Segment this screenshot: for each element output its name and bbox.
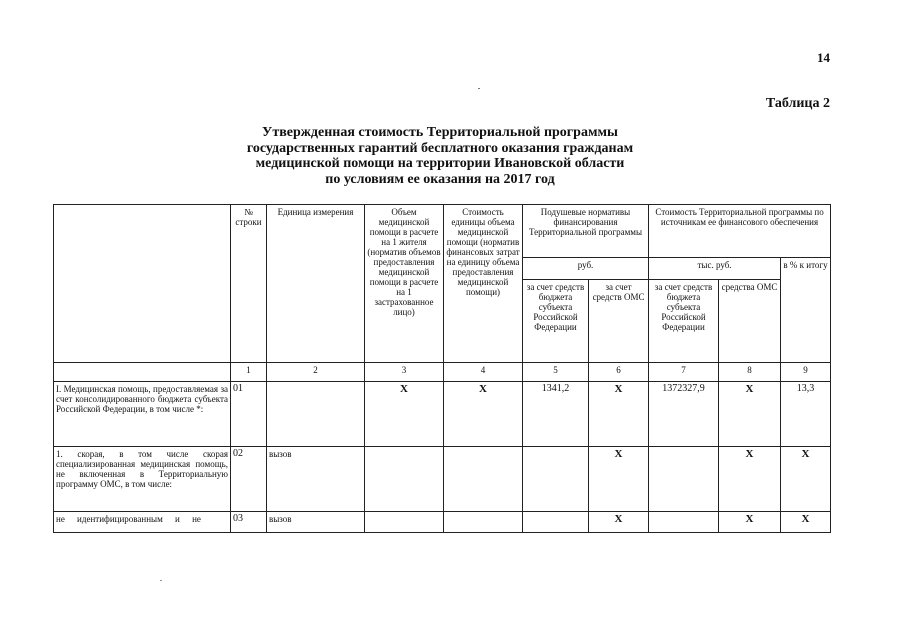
table-row [54,382,831,447]
row-budget-rf [523,512,589,533]
column-number: 5 [523,363,589,382]
row-name: I. Медицинская помощь, предоставляемая за счет консолидированного бюджета субъекта Российской Федерации, в том числе *: [54,382,231,447]
row-percent: X [781,512,831,533]
row-unit [267,382,365,447]
title-line: государственных гарантий бесплатного оказания гражданам [246,140,634,156]
row-volume [365,512,444,533]
header-total-cost: Стоимость Территориальной программы по источникам ее финансового обеспечения [649,205,831,258]
header-unit: Единица измерения [267,205,365,363]
column-number: 1 [231,363,267,382]
header-cost: Стоимость единицы объема медицинской помощи (норматив финансовых затрат на единицу объема предоставления медицинской помощи) [444,205,523,363]
row-unit: вызов [267,447,365,512]
table-label: Таблица 2 [765,96,830,111]
row-code: 01 [231,382,267,447]
row-code: 03 [231,512,267,533]
row-oms: X [589,447,649,512]
header-row-no: № строки [231,205,267,363]
table-row [54,512,831,533]
row-budget-rf-total: 1372327,9 [649,382,719,447]
row-name: не идентифицированным и не [54,512,231,533]
row-volume: X [365,382,444,447]
column-number: 2 [267,363,365,382]
row-volume [365,447,444,512]
header-per-capita: Подушевые нормативы финансирования Территориальной программы [523,205,649,258]
row-budget-rf: 1341,2 [523,382,589,447]
column-number: 8 [719,363,781,382]
row-cost [444,512,523,533]
header-percent: в % к итогу [781,258,831,363]
header-row-1 [54,205,831,258]
column-number: 3 [365,363,444,382]
row-code: 02 [231,447,267,512]
row-percent: X [781,447,831,512]
column-number: 7 [649,363,719,382]
header-budget-rf: за счет средств бюджета субъекта Российской Федерации [523,280,589,363]
title-line: медицинской помощи на территории Ивановской области [255,156,625,171]
row-cost [444,447,523,512]
header-oms-2: средства ОМС [719,280,781,363]
row-budget-rf-total [649,447,719,512]
page-number: 14 [817,50,830,65]
row-oms-total: X [719,447,781,512]
scan-speck [160,580,162,581]
header-rub: руб. [523,258,649,280]
column-number-blank [54,363,231,382]
header-budget-rf-2: за счет средств бюджета субъекта Российской Федерации [649,280,719,363]
row-name: 1. скорая, в том числе скорая специализированная медицинская помощь, не включенная в Территориальную программу ОМС, в том числе: [54,447,231,512]
row-oms: X [589,382,649,447]
header-thous-rub: тыс. руб. [649,258,781,280]
header-name-cell [54,205,231,363]
column-number: 4 [444,363,523,382]
row-percent: 13,3 [781,382,831,447]
column-number: 9 [781,363,831,382]
header-volume: Объем медицинской помощи в расчете на 1 жителя (норматив объемов предоставления медицинской помощи в расчете на 1 застрахованное лицо) [365,205,444,363]
column-numbers-row [54,363,831,382]
row-budget-rf [523,447,589,512]
title-line: Утвержденная стоимость Территориальной программы [262,125,618,140]
row-unit: вызов [267,512,365,533]
row-oms: X [589,512,649,533]
document-title [200,125,680,187]
header-oms: за счет средств ОМС [589,280,649,363]
title-line: по условиям ее оказания на 2017 год [325,171,555,187]
row-cost: X [444,382,523,447]
table-row [54,447,831,512]
row-oms-total: X [719,512,781,533]
column-number: 6 [589,363,649,382]
scan-speck [478,88,480,89]
row-oms-total: X [719,382,781,447]
cost-table [53,204,831,533]
row-budget-rf-total [649,512,719,533]
